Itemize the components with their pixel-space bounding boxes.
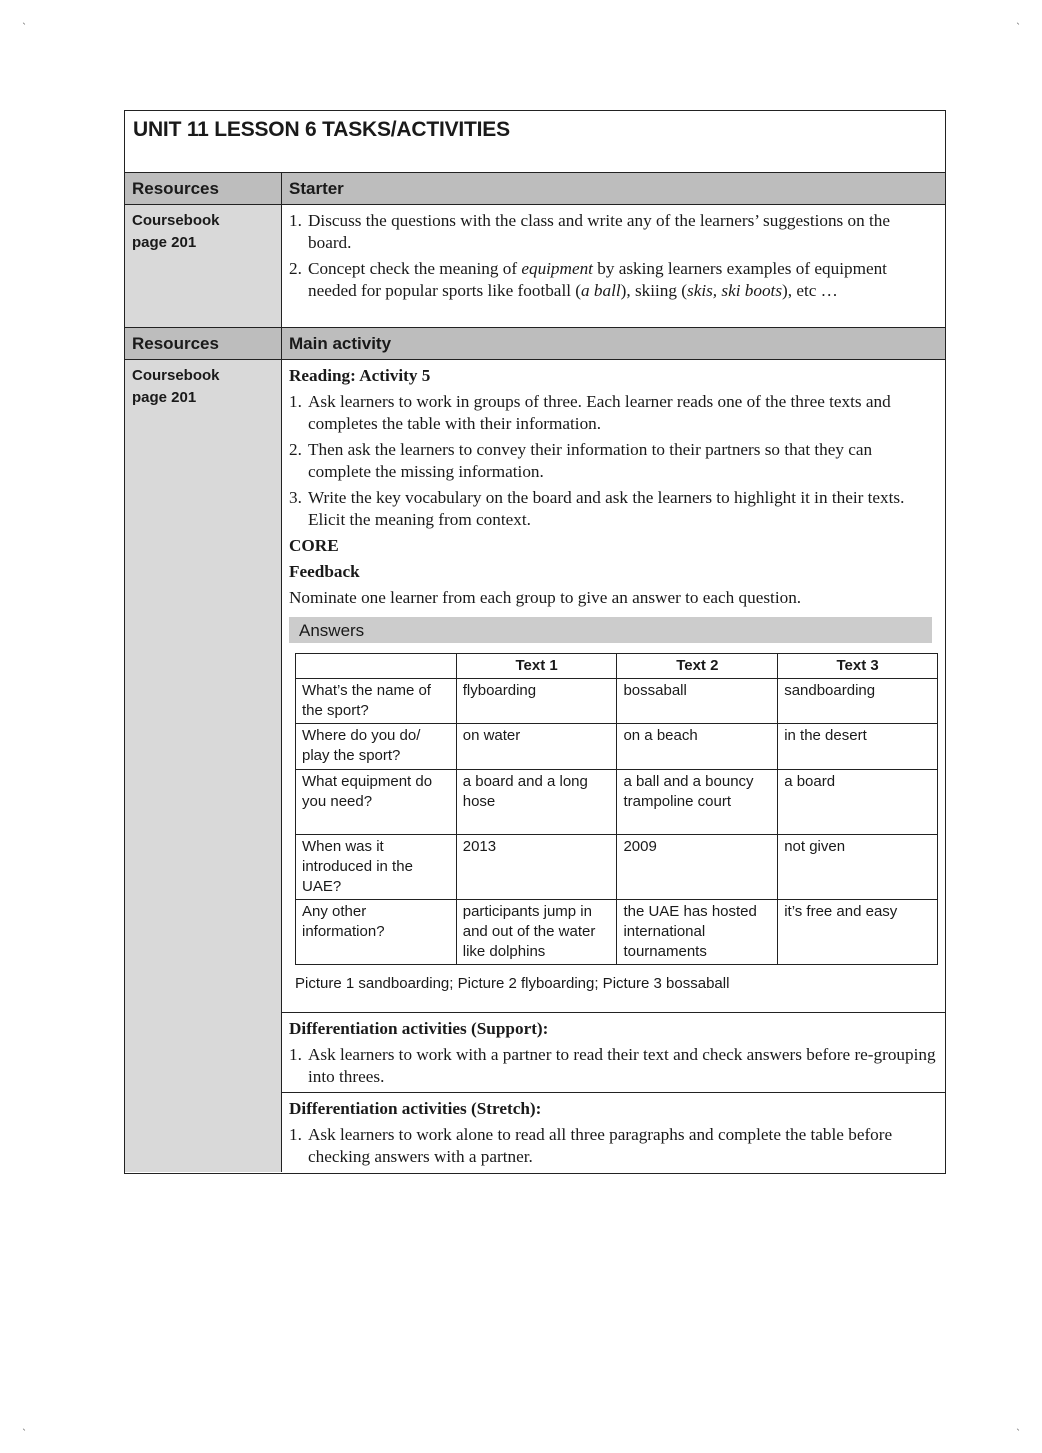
table-cell: on water (456, 724, 617, 770)
picture-note: Picture 1 sandboarding; Picture 2 flyboarding; Picture 3 bossaball (295, 975, 730, 992)
main-step: 1. Ask learners to work in groups of three. Each learner reads one of the three texts and completes the table with their information. (289, 392, 891, 433)
starter-body-row (125, 205, 945, 328)
table-cell: flyboarding (456, 679, 617, 724)
starter-heading: Starter (289, 179, 344, 198)
main-right-column (282, 360, 946, 1172)
row-label: What equipment do you need? (296, 770, 457, 835)
main-activity-heading: Main activity (289, 334, 392, 353)
column-header: Text 1 (456, 654, 617, 679)
answers-table (295, 653, 938, 965)
main-step: 3. Write the key vocabulary on the board and ask the learners to highlight it in their texts. Elicit the meaning from context. (289, 488, 905, 529)
resources-header: Resources (125, 173, 282, 204)
stretch-heading: Differentiation activities (Stretch): (289, 1099, 542, 1118)
resource-book: Coursebook (132, 212, 220, 229)
stretch-step: 1. Ask learners to work alone to read all three paragraphs and complete the table before checking answers with a partner. (289, 1125, 893, 1166)
support-section (282, 1012, 946, 1092)
row-label: When was it introduced in the UAE? (296, 835, 457, 900)
table-row (296, 835, 938, 900)
column-header: Text 3 (778, 654, 938, 679)
column-header: Text 2 (617, 654, 778, 679)
starter-resources (125, 205, 282, 327)
feedback-label: Feedback (289, 562, 360, 581)
starter-header-row (125, 173, 945, 205)
column-header (296, 654, 457, 679)
table-cell: a ball and a bouncy trampoline court (617, 770, 778, 835)
title-row (125, 111, 945, 173)
table-cell: bossaball (617, 679, 778, 724)
table-cell: 2013 (456, 835, 617, 900)
support-step: 1. Ask learners to work with a partner to read their text and check answers before re-grouping into threes. (289, 1045, 936, 1086)
table-cell: it’s free and easy (778, 900, 938, 965)
row-label: Where do you do/ play the sport? (296, 724, 457, 770)
table-cell: participants jump in and out of the water like dolphins (456, 900, 617, 965)
resource-book: Coursebook (132, 367, 220, 384)
page-title: UNIT 11 LESSON 6 TASKS/ACTIVITIES (133, 118, 510, 141)
main-header-row (125, 328, 945, 360)
corner-mark: ˎ (1016, 1420, 1021, 1431)
resource-page: page 201 (132, 389, 197, 406)
core-label: CORE (289, 536, 339, 555)
table-header-row (296, 654, 938, 679)
reading-heading: Reading: Activity 5 (289, 366, 431, 385)
feedback-text: Nominate one learner from each group to give an answer to each question. (289, 588, 802, 607)
main-step: 2. Then ask the learners to convey their information to their partners so that they can complete the missing information. (289, 440, 873, 481)
table-row (296, 770, 938, 835)
starter-step: 1. Discuss the questions with the class and write any of the learners’ suggestions on the board. (289, 211, 891, 252)
table-cell: a board (778, 770, 938, 835)
resource-page: page 201 (132, 234, 197, 251)
table-row (296, 724, 938, 770)
starter-content (282, 205, 945, 327)
corner-mark: ˎ (1016, 14, 1021, 25)
answers-heading: Answers (289, 617, 932, 643)
main-resources (125, 360, 282, 1172)
starter-step: 2. Concept check the meaning of equipment by asking learners examples of equipment needed for popular sports like football (a ball), skiing (skis, ski boots), etc … (289, 259, 887, 300)
corner-mark: ˎ (22, 1420, 27, 1431)
table-row (296, 900, 938, 965)
table-cell: the UAE has hosted international tournaments (617, 900, 778, 965)
table-cell: in the desert (778, 724, 938, 770)
row-label: Any other information? (296, 900, 457, 965)
table-cell: sandboarding (778, 679, 938, 724)
table-row (296, 679, 938, 724)
corner-mark: ˎ (22, 14, 27, 25)
stretch-section (282, 1092, 946, 1172)
table-cell: 2009 (617, 835, 778, 900)
row-label: What’s the name of the sport? (296, 679, 457, 724)
table-cell: a board and a long hose (456, 770, 617, 835)
lesson-plan-sheet (124, 110, 946, 1174)
table-cell: on a beach (617, 724, 778, 770)
table-cell: not given (778, 835, 938, 900)
resources-header: Resources (125, 328, 282, 359)
main-body-row (125, 360, 945, 1172)
main-content (282, 360, 946, 1012)
support-heading: Differentiation activities (Support): (289, 1019, 549, 1038)
